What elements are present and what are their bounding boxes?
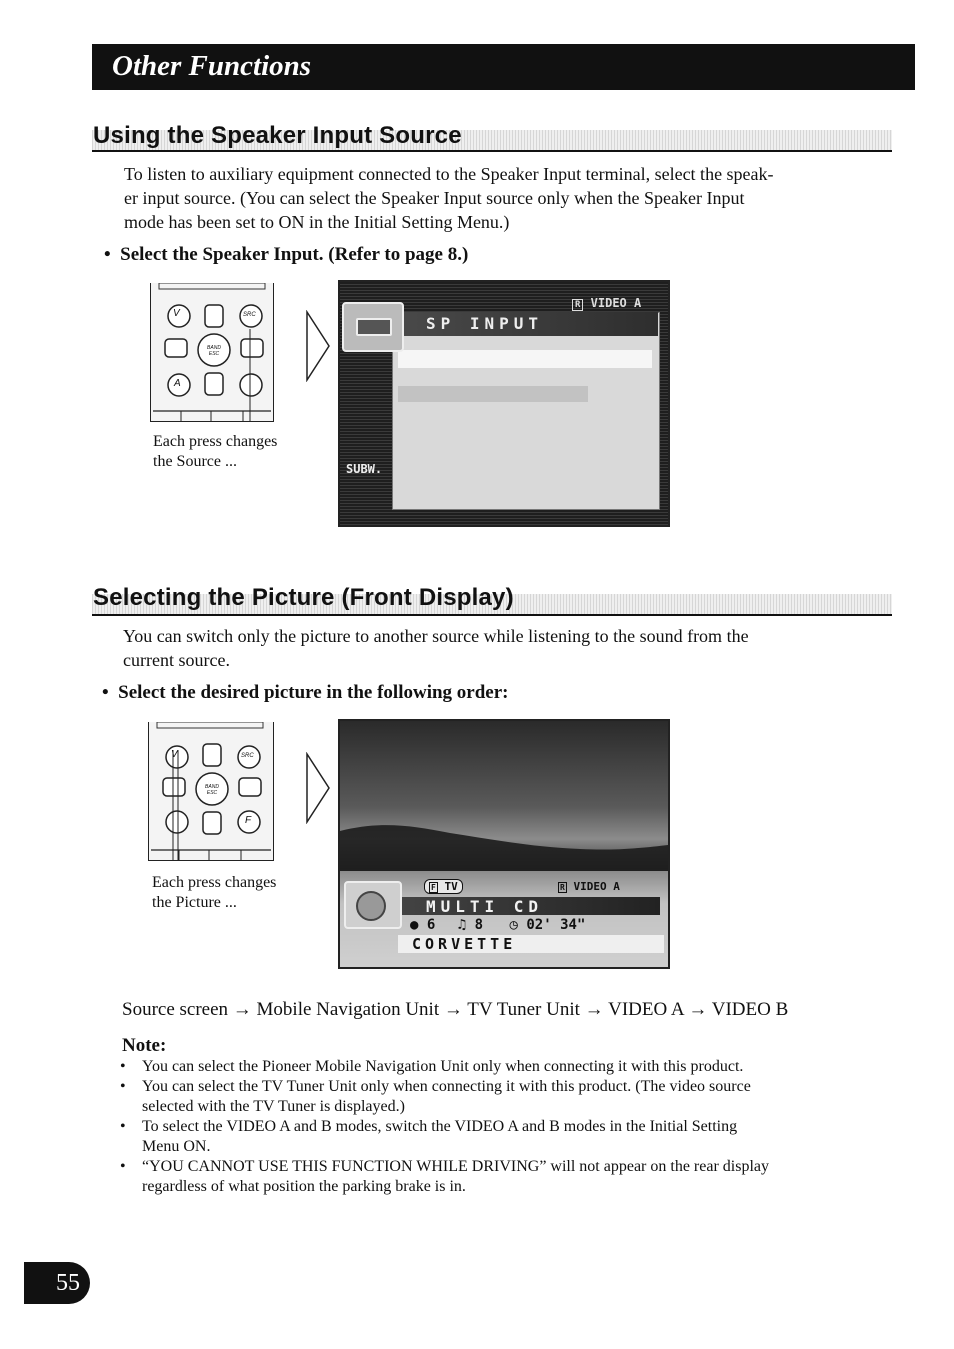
remote-control-illustration <box>150 283 274 422</box>
page-number: 55 <box>56 1270 80 1296</box>
remote-caption <box>153 432 277 472</box>
step-bullet <box>104 244 468 266</box>
disc-number: 6 <box>426 917 436 933</box>
v-button-label: V <box>171 749 178 760</box>
section-rule <box>92 150 892 152</box>
notes-list <box>120 1057 860 1197</box>
caption-line: Each press changes <box>152 874 277 891</box>
remote-control-illustration <box>148 722 274 861</box>
video-tag <box>558 880 620 893</box>
music-note-icon: ♫ <box>457 917 467 933</box>
menu-item-bar <box>398 350 652 368</box>
sequence-arrow-icon: → <box>584 999 604 1020</box>
tv-tag <box>424 879 463 894</box>
bullet-dot: • <box>120 1158 126 1175</box>
step-bullet <box>102 682 508 704</box>
note-line: You can select the TV Tuner Unit only when connecting it with this product. (The video source <box>142 1078 751 1095</box>
sequence-step: Mobile Navigation Unit <box>256 999 440 1020</box>
bullet-dot: • <box>120 1078 126 1095</box>
arrow-icon <box>305 752 331 824</box>
disc-icon <box>356 891 386 921</box>
sequence-arrow-icon: → <box>443 999 463 1020</box>
section-title: Selecting the Picture (Front Display) <box>93 584 514 611</box>
source-tag-text: VIDEO A <box>590 296 642 310</box>
note-item <box>120 1157 860 1197</box>
caption-line: the Source ... <box>153 453 237 470</box>
src-button-label: SRC <box>241 753 254 759</box>
body-line: current source. <box>123 650 230 670</box>
play-time: 02' 34" <box>526 917 586 933</box>
source-tag <box>572 296 641 310</box>
caption-line: Each press changes <box>153 433 278 450</box>
note-line: “YOU CANNOT USE THIS FUNCTION WHILE DRIVING” will not appear on the rear display <box>142 1158 770 1175</box>
display-screen-multi-cd <box>338 719 670 969</box>
note-line: You can select the Pioneer Mobile Navigation Unit only when connecting it with this product. <box>142 1058 744 1075</box>
display-screen-sp-input <box>338 280 670 527</box>
source-icon <box>342 302 404 352</box>
sequence-arrow-icon: → <box>688 999 708 1020</box>
note-line: regardless of what position the parking brake is in. <box>142 1178 466 1195</box>
note-item <box>120 1057 860 1077</box>
clock-icon: ◷ <box>509 917 518 933</box>
page-number-tab <box>24 1262 90 1304</box>
v-button-label: V <box>173 308 180 319</box>
bullet-dot: • <box>102 682 119 703</box>
a-button-label: A <box>174 378 181 389</box>
disc-indicator-icon: ● <box>410 917 419 933</box>
bullet-dot: • <box>104 244 121 265</box>
src-button-label: SRC <box>243 312 256 318</box>
remote-caption <box>152 873 276 913</box>
section-title: Using the Speaker Input Source <box>93 122 462 149</box>
section2-body <box>123 624 883 672</box>
bullet-dot: • <box>120 1058 126 1075</box>
r-badge-icon: R <box>572 299 583 311</box>
menu-title: SP INPUT <box>426 314 544 333</box>
body-line: To listen to auxiliary equipment connected to the Speaker Input terminal, select the speak- <box>124 164 774 184</box>
bullet-dot: • <box>120 1118 126 1135</box>
caption-line: the Picture ... <box>152 894 237 911</box>
source-icon <box>344 881 402 929</box>
sequence-step: VIDEO A <box>608 999 684 1020</box>
note-line: To select the VIDEO A and B modes, switch the VIDEO A and B modes in the Initial Setting <box>142 1118 738 1135</box>
sequence-step: TV Tuner Unit <box>467 999 580 1020</box>
osd-title: MULTI CD <box>426 897 544 916</box>
picture-sequence <box>122 999 788 1021</box>
note-item <box>120 1077 860 1117</box>
step-text: Select the Speaker Input. (Refer to page 8.) <box>120 244 469 265</box>
sequence-step: Source screen <box>122 999 229 1020</box>
section1-body <box>124 162 884 234</box>
note-title: Note: <box>122 1035 167 1056</box>
body-line: You can switch only the picture to another source while listening to the sound from the <box>123 626 749 646</box>
section-rule <box>92 614 892 616</box>
header-title: Other Functions <box>112 50 312 82</box>
body-line: mode has been set to ON in the Initial Setting Menu.) <box>124 212 510 232</box>
body-line: er input source. (You can select the Speaker Input source only when the Speaker Input <box>124 188 745 208</box>
step-text: Select the desired picture in the following order: <box>118 682 509 703</box>
note-line: Menu ON. <box>142 1138 211 1155</box>
f-badge-icon: F <box>431 883 436 892</box>
side-label: SUBW. <box>346 462 383 476</box>
arrow-icon <box>305 310 331 382</box>
note-line: selected with the TV Tuner is displayed.) <box>142 1098 405 1115</box>
tv-tag-text: TV <box>444 880 458 893</box>
band-esc-button-label: BAND ESC <box>207 345 221 357</box>
speaker-input-icon <box>356 318 392 336</box>
track-title: CORVETTE <box>398 935 664 953</box>
note-item <box>120 1117 860 1157</box>
sequence-arrow-icon: → <box>232 999 252 1020</box>
header-banner <box>92 44 915 90</box>
r-badge-icon: R <box>560 883 565 892</box>
f-button-label: F <box>245 815 252 826</box>
track-number: 8 <box>474 917 484 933</box>
band-esc-button-label: BAND ESC <box>205 784 219 796</box>
menu-panel <box>392 312 660 510</box>
menu-item-bar <box>398 386 588 402</box>
sequence-step: VIDEO B <box>711 999 789 1020</box>
osd-status-row <box>410 917 585 933</box>
video-tag-text: VIDEO A <box>573 880 620 893</box>
